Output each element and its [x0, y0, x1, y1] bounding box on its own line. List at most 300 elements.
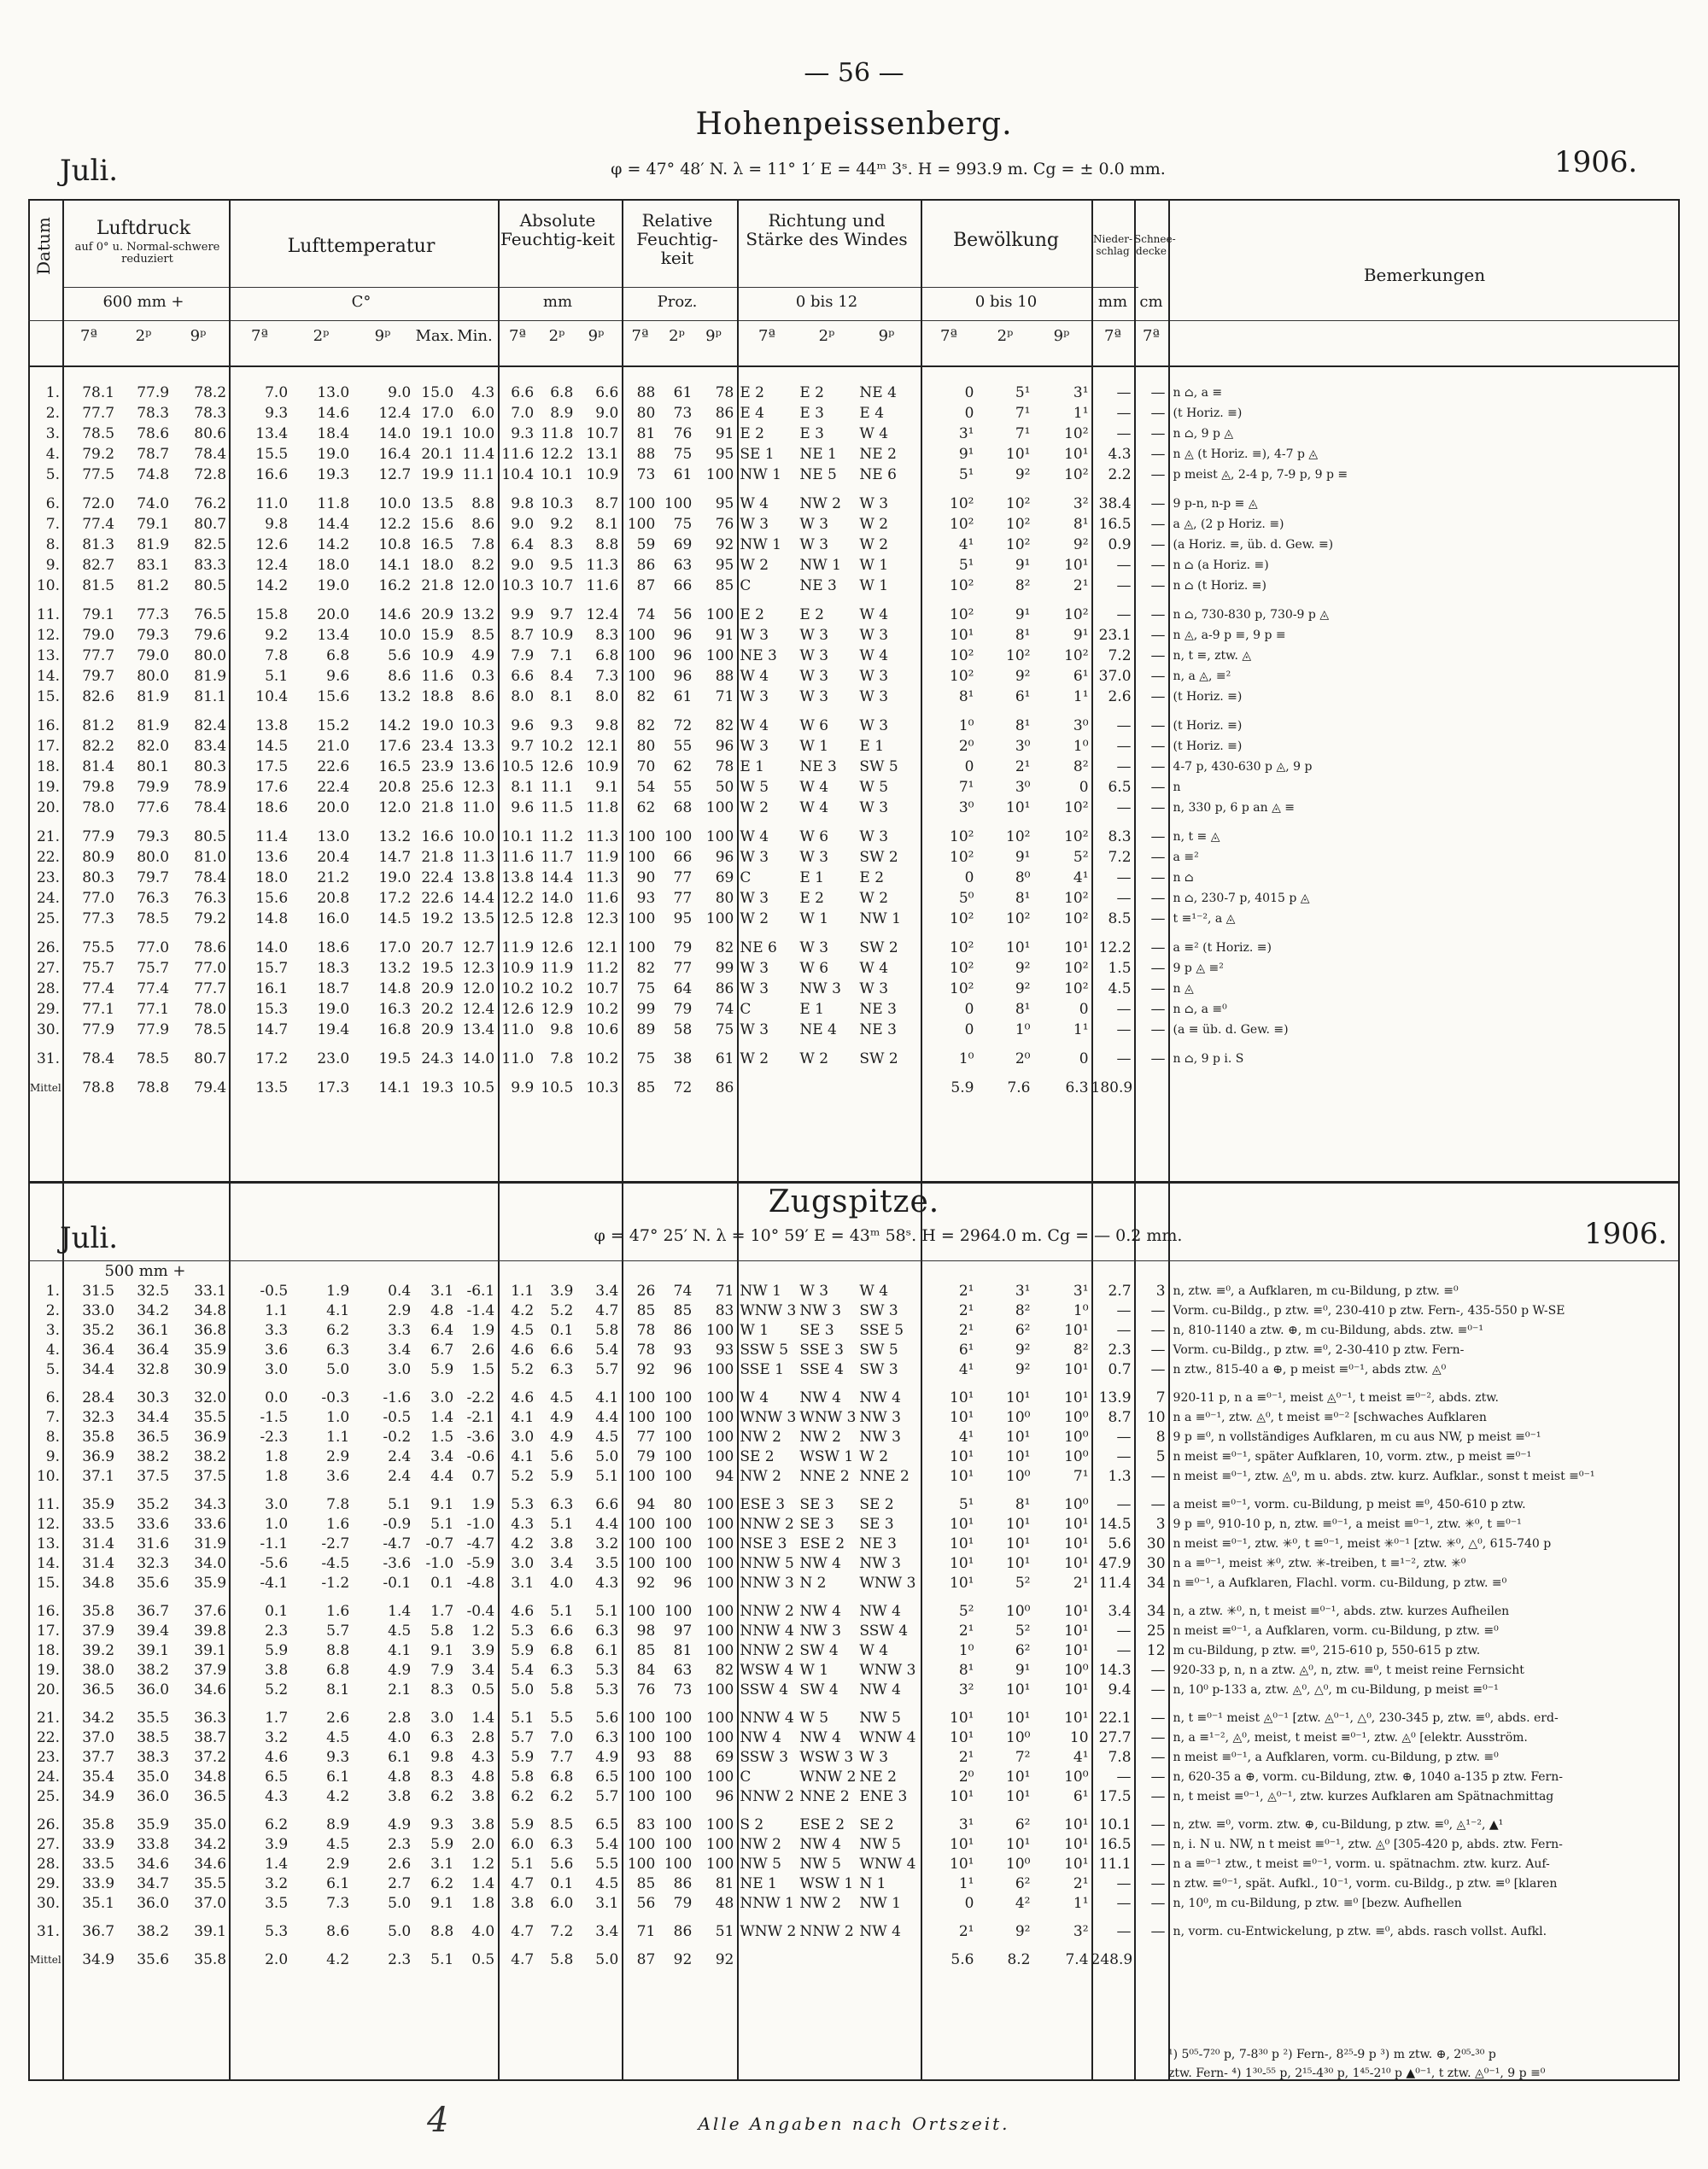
value-cell: 78.8	[137, 1079, 170, 1096]
value-cell: —	[1150, 1855, 1166, 1873]
value-cell: 10¹	[950, 1447, 974, 1465]
value-cell: 14.4	[462, 890, 495, 907]
remark-cell: n, a ztw. ✳⁰, n, t meist ≡⁰⁻¹, abds. ztw. kurzes Aufheilen	[1173, 1604, 1510, 1618]
value-cell: 38	[673, 1050, 693, 1067]
value-cell: 6.4	[511, 536, 535, 553]
table-row	[30, 757, 1676, 777]
value-cell: W 4	[740, 1389, 769, 1406]
value-cell: 6.6	[511, 384, 535, 401]
value-cell: 7.9	[511, 647, 535, 664]
value-cell: W 2	[859, 890, 889, 907]
value-cell: NW 4	[799, 1835, 841, 1853]
value-cell: 4.9	[595, 1748, 619, 1766]
value-cell: 80.9	[82, 849, 115, 866]
value-cell: 81.2	[137, 577, 170, 594]
value-cell: 20.7	[421, 939, 454, 956]
value-cell: 4.7	[595, 1301, 619, 1319]
value-cell: 100	[705, 1428, 734, 1446]
value-cell: 10²	[950, 668, 974, 685]
value-cell: 1.4	[388, 1602, 412, 1620]
value-cell: 38.2	[137, 1447, 170, 1465]
value-cell: 66	[673, 849, 693, 866]
date-cell: 26.	[36, 939, 61, 956]
value-cell: 10.9	[501, 960, 535, 977]
value-cell: 37.1	[82, 1467, 115, 1485]
value-cell: 9²	[1015, 668, 1031, 685]
value-cell: 13.6	[255, 849, 289, 866]
value-cell: 3.8	[471, 1787, 495, 1805]
value-cell: 13.0	[317, 828, 350, 845]
value-cell: 2.7	[1108, 1282, 1132, 1300]
table-row	[30, 424, 1676, 444]
value-cell: —	[1150, 758, 1166, 775]
value-cell: 34.2	[137, 1301, 170, 1319]
value-cell: 10¹	[950, 627, 974, 644]
table-row	[30, 999, 1676, 1020]
value-cell: WNW 3	[799, 1408, 857, 1426]
value-cell: 78.5	[137, 1050, 170, 1067]
value-cell: 9.0	[595, 405, 619, 422]
value-cell: 87	[636, 577, 656, 594]
value-cell: 8.9	[550, 405, 574, 422]
value-cell: 7.7	[550, 1748, 574, 1766]
value-cell: 56	[673, 606, 693, 623]
value-cell: 11.8	[541, 425, 574, 442]
value-cell: 2.3	[265, 1622, 289, 1640]
value-cell: 78	[715, 758, 734, 775]
value-cell: 5¹	[958, 466, 974, 483]
value-cell: 90	[636, 869, 656, 886]
value-cell: 96	[715, 849, 734, 866]
value-cell: 2.3	[388, 1835, 412, 1853]
value-cell: NW 5	[799, 1855, 841, 1873]
value-cell: 12.7	[462, 939, 495, 956]
value-cell: 78.4	[194, 446, 227, 463]
time-7a: 7ª	[939, 327, 957, 345]
value-cell: NNW 4	[740, 1709, 794, 1727]
value-cell: 5.0	[388, 1894, 412, 1912]
value-cell: 79.4	[194, 1079, 227, 1096]
value-cell: 0.0	[265, 1389, 289, 1406]
value-cell: 0	[964, 1021, 974, 1038]
value-cell: 73	[673, 1681, 693, 1698]
value-cell: 5.8	[430, 1622, 454, 1640]
value-cell: —	[1150, 738, 1166, 755]
value-cell: —	[1116, 425, 1132, 442]
value-cell: NW 5	[740, 1855, 781, 1873]
value-cell: 10²	[1064, 466, 1089, 483]
value-cell: 5.0	[388, 1922, 412, 1940]
value-cell: 12.3	[586, 910, 619, 927]
value-cell: 1.8	[265, 1447, 289, 1465]
value-cell: 82	[636, 717, 656, 734]
value-cell: 6.5	[265, 1768, 289, 1786]
value-cell: SSW 4	[859, 1622, 909, 1640]
remark-cell: (t Horiz. ≡)	[1173, 690, 1243, 704]
value-cell: 3.0	[430, 1709, 454, 1727]
value-cell: 31.6	[137, 1535, 170, 1552]
value-cell: —	[1116, 1622, 1132, 1640]
value-cell: —	[1150, 799, 1166, 816]
value-cell: W 3	[859, 1748, 889, 1766]
value-cell: 19.0	[378, 869, 412, 886]
value-cell: 5¹	[1015, 384, 1031, 401]
value-cell: —	[1150, 495, 1166, 512]
remark-cell: 9 p ◬ ≡²	[1173, 962, 1224, 975]
value-cell: 6.5	[595, 1768, 619, 1786]
value-cell: 11.6	[586, 890, 619, 907]
value-cell: 81.2	[82, 717, 115, 734]
value-cell: 1⁰	[1015, 1021, 1031, 1038]
value-cell: 9.2	[265, 627, 289, 644]
value-cell: 99	[715, 960, 734, 977]
value-cell: 81	[673, 1641, 693, 1659]
date-cell: 17.	[36, 738, 61, 755]
value-cell: 9²	[1015, 960, 1031, 977]
value-cell: 14.5	[255, 738, 289, 755]
value-cell: 9.3	[326, 1748, 350, 1766]
value-cell: 12.4	[378, 405, 412, 422]
date-cell: 7.	[45, 1408, 61, 1426]
value-cell: 3⁰	[958, 799, 974, 816]
value-cell: 36.9	[194, 1428, 227, 1446]
value-cell: —	[1150, 980, 1166, 997]
value-cell: NW 4	[740, 1728, 781, 1746]
value-cell: 10¹	[1006, 1768, 1031, 1786]
value-cell: 5.2	[511, 1467, 535, 1485]
value-cell: —	[1150, 939, 1166, 956]
value-cell: 4.1	[511, 1408, 535, 1426]
value-cell: 5.3	[511, 1622, 535, 1640]
date-cell: 23.	[36, 1748, 61, 1766]
time-9p: 9ᵖ	[190, 327, 207, 345]
remark-cell: a meist ≡⁰⁻¹, vorm. cu-Bildung, p meist ≡⁰, 450-610 p ztw.	[1173, 1497, 1526, 1511]
value-cell: 83.3	[194, 557, 227, 574]
value-cell: 3	[1155, 1515, 1166, 1533]
value-cell: 11.6	[501, 849, 535, 866]
value-cell: 4.9	[388, 1661, 412, 1679]
value-cell: 34.6	[137, 1855, 170, 1873]
value-cell: 14.2	[317, 536, 350, 553]
date-cell: 13.	[36, 647, 61, 664]
value-cell: 5.8	[595, 1321, 619, 1339]
value-cell: 33.8	[137, 1835, 170, 1853]
value-cell: 4.0	[550, 1574, 574, 1592]
value-cell: 3.1	[595, 1894, 619, 1912]
value-cell: 14.8	[378, 980, 412, 997]
time-2p: 2ᵖ	[669, 327, 685, 345]
value-cell: 10¹	[950, 1728, 974, 1746]
value-cell: 5¹	[958, 1495, 974, 1513]
value-cell: -0.2	[383, 1428, 412, 1446]
value-cell: 15.6	[421, 516, 454, 533]
value-cell: 100	[627, 516, 656, 533]
value-cell: E 2	[740, 425, 764, 442]
value-cell: NE 3	[799, 577, 837, 594]
value-cell: 8.2	[471, 557, 495, 574]
value-cell: 5.0	[326, 1360, 350, 1378]
value-cell: NW 4	[859, 1922, 901, 1940]
value-cell: 81.4	[82, 758, 115, 775]
value-cell: 8.3	[430, 1681, 454, 1698]
value-cell: SE 3	[859, 1515, 894, 1533]
table-row	[30, 1340, 1676, 1359]
value-cell: W 3	[859, 668, 889, 685]
value-cell: 79.7	[137, 869, 170, 886]
table-row	[30, 1660, 1676, 1680]
value-cell: SSE 1	[740, 1360, 784, 1378]
value-cell: 20.1	[421, 446, 454, 463]
value-cell: 14.4	[541, 869, 574, 886]
value-cell: 10¹	[1006, 939, 1031, 956]
value-cell: 6²	[1015, 1874, 1031, 1892]
value-cell: 4.8	[471, 1768, 495, 1786]
value-cell: 38.2	[137, 1661, 170, 1679]
value-cell: 13.1	[586, 446, 619, 463]
value-cell: NW 3	[859, 1554, 901, 1572]
value-cell: 18.7	[317, 980, 350, 997]
value-cell: 78.7	[137, 446, 170, 463]
value-cell: W 3	[740, 738, 769, 755]
value-cell: 10.3	[586, 1079, 619, 1096]
value-cell: 13.0	[317, 384, 350, 401]
value-cell: 78.2	[194, 384, 227, 401]
value-cell: W 4	[859, 606, 889, 623]
value-cell: 8.1	[326, 1681, 350, 1698]
value-cell: 11.0	[501, 1050, 535, 1067]
value-cell: 100	[664, 1389, 693, 1406]
value-cell: 10²	[1064, 647, 1089, 664]
date-cell: 24.	[36, 890, 61, 907]
footer-note: Alle Angaben nach Ortszeit.	[698, 2113, 1010, 2134]
value-cell: 1.7	[265, 1709, 289, 1727]
header-datum: Datum	[33, 217, 54, 275]
value-cell: 80.0	[137, 668, 170, 685]
value-cell: —	[1150, 425, 1166, 442]
value-cell: 36.4	[137, 1341, 170, 1359]
value-cell: WSW 4	[740, 1661, 794, 1679]
table-row	[30, 555, 1676, 576]
value-cell: 75	[636, 980, 656, 997]
value-cell: 80	[673, 1495, 693, 1513]
value-cell: 83	[636, 1815, 656, 1833]
value-cell: 81.9	[194, 668, 227, 685]
value-cell: 5.3	[265, 1922, 289, 1940]
value-cell: 7.8	[326, 1495, 350, 1513]
value-cell: 10¹	[950, 1515, 974, 1533]
time-7a: 7ª	[508, 327, 526, 345]
value-cell: 6²	[1015, 1321, 1031, 1339]
value-cell: 31.9	[194, 1535, 227, 1552]
time-2p: 2ᵖ	[135, 327, 152, 345]
header-rule	[28, 320, 1678, 321]
value-cell: 12.6	[541, 758, 574, 775]
value-cell: 12.0	[378, 799, 412, 816]
remark-cell: n, t ≡⁰⁻¹ meist ◬⁰⁻¹ [ztw. ◬⁰⁻¹, △⁰, 230-345 p, ztw. ≡⁰, abds. erd-	[1173, 1710, 1559, 1725]
value-cell: 4.3	[471, 1748, 495, 1766]
value-cell: 3.2	[265, 1728, 289, 1746]
table-row	[30, 1806, 1676, 1834]
value-cell: 96	[715, 1787, 734, 1805]
value-cell: 11.9	[586, 849, 619, 866]
value-cell: 5.6	[951, 1950, 974, 1968]
value-cell: 180.9	[1091, 1079, 1133, 1096]
header-temp-unit: C°	[351, 293, 371, 311]
value-cell: 100	[705, 1602, 734, 1620]
value-cell: 35.2	[82, 1321, 115, 1339]
value-cell: NE 6	[740, 939, 777, 956]
value-cell: 8¹	[1015, 1495, 1031, 1513]
value-cell: -0.4	[466, 1602, 495, 1620]
value-cell: 5.6	[388, 647, 412, 664]
value-cell: 87	[636, 1950, 656, 1968]
value-cell: 64	[673, 980, 693, 997]
value-cell: 30.9	[194, 1360, 227, 1378]
date-cell: 13.	[36, 1535, 61, 1552]
value-cell: 3.1	[430, 1282, 454, 1300]
value-cell: 5²	[1015, 1622, 1031, 1640]
value-cell: 35.0	[137, 1768, 170, 1786]
value-cell: 3.1	[511, 1574, 535, 1592]
value-cell: 36.7	[82, 1922, 115, 1940]
value-cell	[736, 1941, 796, 1969]
remark-cell: n, vorm. cu-Entwickelung, p ztw. ≡⁰, abds. rasch vollst. Aufkl.	[1173, 1924, 1547, 1938]
value-cell: 34.9	[82, 1787, 115, 1805]
value-cell: NE 2	[859, 446, 897, 463]
station-coordinates: φ = 47° 25′ N. λ = 10° 59′ E = 43ᵐ 58ˢ. H = 2964.0 m. Cg = — 0.2 mm.	[594, 1226, 1183, 1245]
value-cell: 74.8	[137, 466, 170, 483]
value-cell: 5.9	[265, 1641, 289, 1659]
value-cell: 0	[964, 1894, 974, 1912]
value-cell	[736, 1069, 796, 1098]
value-cell: 5.4	[595, 1835, 619, 1853]
remark-cell: n a ≡⁰⁻¹ ztw., t meist ≡⁰⁻¹, vorm. u. spätnachm. ztw. kurz. Auf-	[1173, 1856, 1550, 1871]
value-cell: NW 4	[799, 1389, 841, 1406]
value-cell: —	[1116, 1768, 1132, 1786]
value-cell: 20.0	[317, 606, 350, 623]
value-cell: 3.4	[471, 1661, 495, 1679]
value-cell: 83.4	[194, 738, 227, 755]
value-cell: WNW 2	[740, 1922, 797, 1940]
zugspitze-luftdruck-unit: 500 mm +	[104, 1262, 186, 1280]
value-cell: 33.5	[82, 1515, 115, 1533]
value-cell: 19.0	[317, 1001, 350, 1018]
value-cell: 12.6	[541, 939, 574, 956]
value-cell: 100	[664, 1602, 693, 1620]
value-cell: —	[1150, 1661, 1166, 1679]
value-cell: 10²	[950, 647, 974, 664]
value-cell: 8¹	[1015, 627, 1031, 644]
value-cell: —	[1150, 384, 1166, 401]
remark-cell: t ≡¹⁻², a ◬	[1173, 912, 1236, 926]
value-cell: 33.6	[137, 1515, 170, 1533]
value-cell: 9.1	[430, 1641, 454, 1659]
value-cell: 76	[673, 425, 693, 442]
value-cell: 10¹	[1006, 799, 1031, 816]
time-7a: 7ª	[1142, 327, 1160, 345]
value-cell: 34.6	[194, 1855, 227, 1873]
value-cell: 10.1	[541, 466, 574, 483]
value-cell: 10¹	[1064, 1855, 1089, 1873]
value-cell: 15.2	[317, 717, 350, 734]
value-cell: 10²	[950, 849, 974, 866]
table-row	[30, 1640, 1676, 1660]
value-cell: 0.4	[388, 1282, 412, 1300]
value-cell: 39.1	[137, 1641, 170, 1659]
value-cell: 73	[636, 466, 656, 483]
remark-cell: n ◬	[1173, 982, 1194, 996]
value-cell: 11.9	[541, 960, 574, 977]
value-cell: SW 3	[859, 1360, 898, 1378]
value-cell: W 1	[799, 738, 829, 755]
date-cell: 10.	[36, 577, 61, 594]
value-cell: NW 5	[859, 1835, 901, 1853]
value-cell: 10²	[950, 828, 974, 845]
value-cell: 10.0	[378, 627, 412, 644]
value-cell: 2¹	[1073, 1574, 1089, 1592]
value-cell: 11.3	[586, 828, 619, 845]
value-cell: 10²	[1064, 425, 1089, 442]
remark-cell: n, a ◬, ≡²	[1173, 669, 1231, 683]
value-cell: 8⁰	[1015, 869, 1031, 886]
value-cell: NE 4	[859, 384, 897, 401]
value-cell: 0.3	[471, 668, 495, 685]
value-cell: NE 3	[859, 1021, 897, 1038]
value-cell: 32.3	[137, 1554, 170, 1572]
value-cell: 100	[627, 1515, 656, 1533]
value-cell: 20.9	[421, 1021, 454, 1038]
value-cell: 38.2	[194, 1447, 227, 1465]
value-cell: 4.0	[471, 1922, 495, 1940]
value-cell: 4.4	[430, 1467, 454, 1485]
value-cell: 39.1	[194, 1922, 227, 1940]
remark-cell: n ◬ (t Horiz. ≡), 4-7 p ◬	[1173, 447, 1319, 461]
value-cell: 5.7	[595, 1360, 619, 1378]
value-cell: C	[740, 869, 752, 886]
value-cell: NW 2	[799, 495, 841, 512]
value-cell: 35.5	[194, 1408, 227, 1426]
value-cell: 19.5	[378, 1050, 412, 1067]
value-cell: 79.3	[137, 627, 170, 644]
value-cell: 35.8	[82, 1428, 115, 1446]
value-cell: 19.2	[421, 910, 454, 927]
value-cell: 7¹	[1015, 405, 1031, 422]
value-cell: —	[1150, 869, 1166, 886]
value-cell: 1¹	[958, 1874, 974, 1892]
value-cell: 8.3	[550, 536, 574, 553]
value-cell: 35.6	[137, 1574, 170, 1592]
value-cell: 0.1	[550, 1874, 574, 1892]
value-cell: 5.1	[550, 1602, 574, 1620]
value-cell: 10¹	[1006, 1515, 1031, 1533]
remark-cell: n	[1173, 780, 1181, 794]
column-header-block	[28, 199, 1678, 365]
value-cell: 9.1	[430, 1495, 454, 1513]
value-cell: 5.6	[1108, 1535, 1132, 1552]
date-cell: 21.	[36, 1709, 61, 1727]
value-cell: —	[1116, 1641, 1132, 1659]
value-cell: 56	[636, 1894, 656, 1912]
value-cell: 11.3	[462, 849, 495, 866]
value-cell: 5.9	[511, 1641, 535, 1659]
value-cell: 25.6	[421, 779, 454, 796]
value-cell: 8¹	[1015, 717, 1031, 734]
value-cell: 14.7	[378, 849, 412, 866]
value-cell: 77.0	[82, 890, 115, 907]
value-cell: 10.3	[501, 577, 535, 594]
date-cell: 29.	[36, 1874, 61, 1892]
value-cell: 96	[673, 627, 693, 644]
